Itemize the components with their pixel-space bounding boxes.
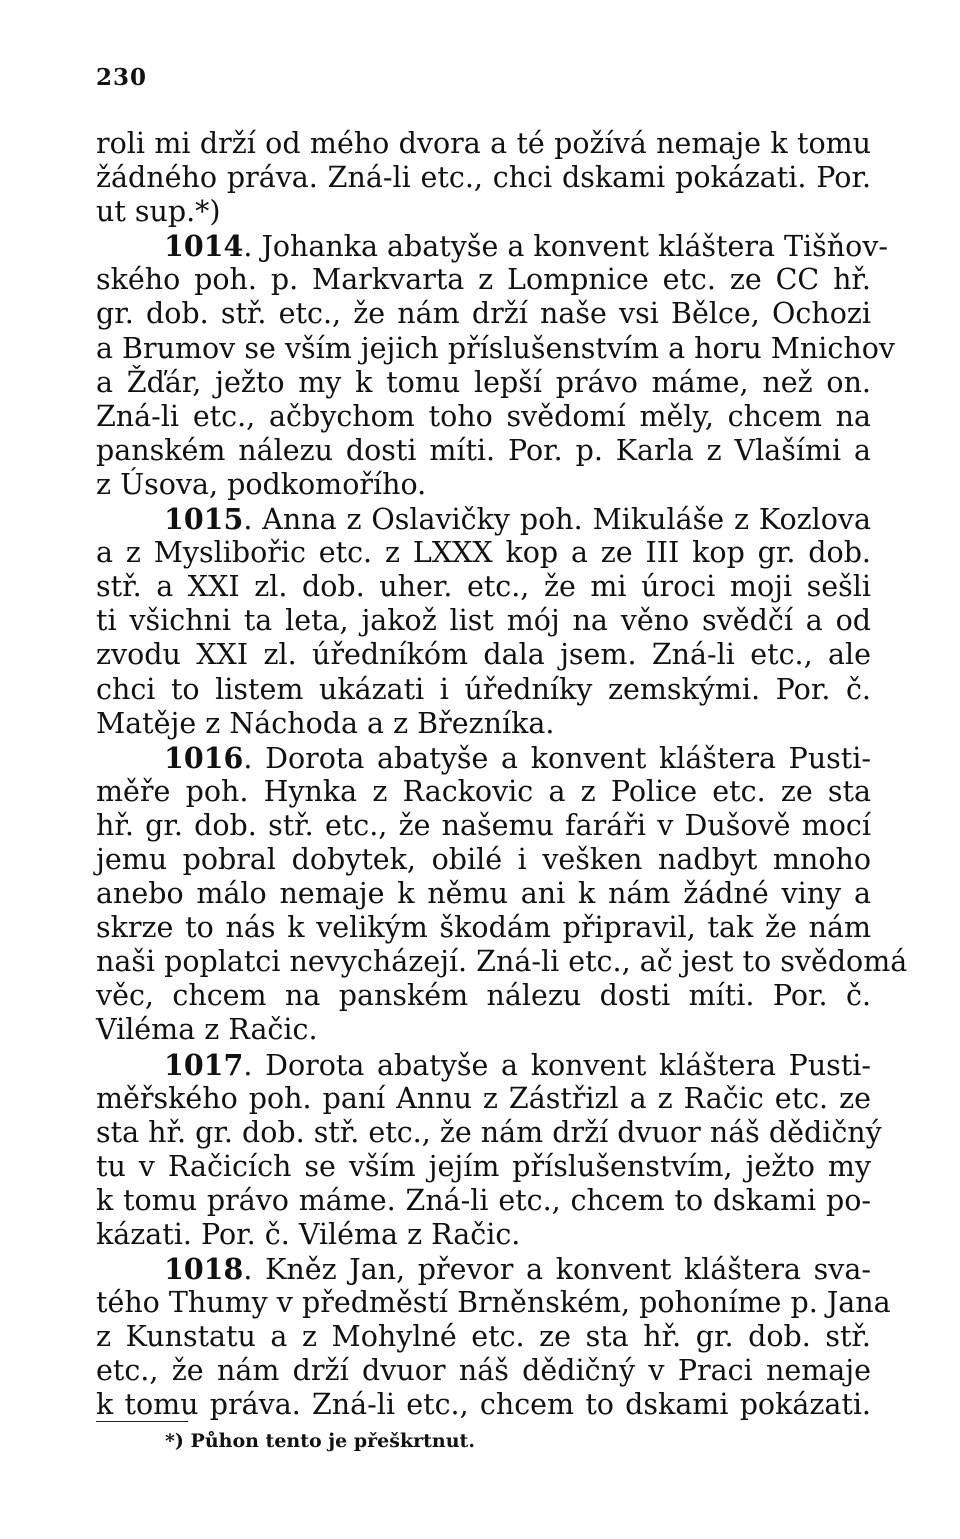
line-text: jemu pobral dobytek, obilé i vešken nadbyt mnoho: [96, 842, 871, 876]
text-line: [96, 877, 871, 911]
entry-number: 1016: [164, 740, 244, 775]
line-text: a Žďár, ježto my k tomu lepší právo máme, než on.: [96, 365, 871, 399]
text-line: [96, 297, 871, 331]
body-text: [96, 127, 908, 1423]
text-line: [96, 1252, 871, 1286]
line-text: roli mi drží od mého dvora a té požívá nemaje k tomu: [96, 127, 871, 160]
text-line: [96, 229, 889, 264]
line-text: měře poh. Hynka z Rackovic a z Police etc. ze sta: [96, 774, 871, 808]
line-text: . Johanka abatyše a konvent kláštera Tišňov-: [243, 230, 889, 264]
text-line: [96, 468, 871, 502]
text-line: [96, 843, 871, 877]
line-text: ti všichni ta leta, jakož list mój na věno svědčí a od: [96, 604, 871, 638]
page-number: 230: [96, 64, 148, 91]
line-text: stř. a XXI zl. dob. uher. etc., že mi úroci moji sešli: [96, 570, 871, 604]
line-text: z Kunstatu a z Mohylné etc. ze sta hř. gr. dob. stř.: [96, 1320, 871, 1354]
line-text: chci to listem ukázati i úředníky zemskými. Por. č.: [96, 672, 871, 706]
line-text: anebo málo nemaje k němu ani k nám žádné viny a: [96, 877, 871, 911]
line-text: zvodu XXI zl. úředníkóm dala jsem. Zná-li etc., ale: [96, 638, 871, 672]
text-line: [96, 1286, 891, 1320]
line-text: k tomu právo máme. Zná-li etc., chcem to dskami po-: [96, 1183, 871, 1217]
text-line: [96, 979, 871, 1013]
line-text: k tomu práva. Zná-li etc., chcem to dskami pokázati.: [96, 1388, 871, 1422]
text-line: [96, 1184, 871, 1218]
text-line: [96, 127, 871, 161]
line-text: . Dorota abatyše a konvent kláštera Pusti-: [243, 1048, 871, 1082]
line-text: kázati. Por. č. Viléma z Račic.: [96, 1218, 521, 1251]
line-text: . Anna z Oslavičky poh. Mikuláše z Kozlova: [243, 503, 871, 537]
text-line: [96, 1150, 871, 1184]
line-text: tého Thumy v předměstí Brněnském, pohoníme p. Jana: [96, 1286, 891, 1320]
line-text: a Brumov se vším jejich příslušenstvím a horu Mnichov: [96, 331, 895, 365]
text-line: [96, 195, 871, 229]
line-text: Matěje z Náchoda a z Březníka.: [96, 706, 555, 740]
entry-number: 1015: [164, 502, 244, 537]
text-line: [96, 945, 908, 979]
text-line: [96, 536, 871, 570]
text-line: [96, 809, 871, 843]
text-line: [96, 604, 871, 638]
text-line: [96, 1048, 871, 1082]
footnote: *) Půhon tento je přeškrtnut.: [165, 1430, 475, 1452]
line-text: Zná-li etc., ačbychom toho svědomí měly, chcem na: [96, 399, 871, 433]
line-text: žádného práva. Zná-li etc., chci dskami pokázati. Por.: [96, 161, 871, 195]
line-text: měřského poh. paní Annu z Zástřizl a z Račic etc. ze: [96, 1081, 871, 1115]
line-text: panském nálezu dosti míti. Por. p. Karla z Vlašími a: [96, 433, 871, 467]
line-text: naši poplatci nevycházejí. Zná-li etc., ač jest to svědomá: [96, 945, 908, 979]
text-line: [96, 263, 871, 297]
line-text: z Úsova, podkomořího.: [96, 467, 427, 501]
footnote-rule: [96, 1421, 188, 1422]
entry-number: 1018: [164, 1252, 244, 1287]
text-line: [96, 775, 871, 809]
line-text: skrze to nás k velikým škodám připravil, tak že nám: [96, 911, 871, 945]
text-line: [96, 1013, 871, 1047]
text-line: [96, 911, 871, 945]
text-line: [96, 331, 895, 366]
line-text: gr. dob. stř. etc., že nám drží naše vsi Bělce, Ochozi: [96, 297, 871, 331]
text-line: [96, 1354, 871, 1388]
line-text: . Kněz Jan, převor a konvent kláštera sva-: [243, 1253, 871, 1287]
text-line: [96, 570, 871, 604]
text-line: [96, 741, 871, 775]
text-line: [96, 400, 871, 434]
text-line: [96, 1218, 871, 1252]
text-line: [96, 502, 871, 536]
line-text: ského poh. p. Markvarta z Lompnice etc. ze CC hř.: [96, 263, 871, 297]
line-text: etc., že nám drží dvuor náš dědičný v Praci nemaje: [96, 1354, 871, 1388]
text-line: [96, 638, 871, 672]
text-line: [96, 1082, 871, 1116]
line-text: sta hř. gr. dob. stř. etc., že nám drží dvuor náš dědičný: [96, 1115, 882, 1149]
line-text: a z Myslibořic etc. z LXXX kop a ze III kop gr. dob.: [96, 536, 871, 570]
line-text: tu v Račicích se vším jejím příslušenstvím, ježto my: [96, 1149, 871, 1183]
entry-number: 1017: [164, 1047, 244, 1082]
text-line: [96, 673, 871, 707]
text-line: [96, 434, 871, 468]
line-text: hř. gr. dob. stř. etc., že našemu faráři v Dušově mocí: [96, 808, 871, 842]
line-text: Viléma z Račic.: [96, 1013, 318, 1047]
text-line: [96, 161, 871, 195]
line-text: . Dorota abatyše a konvent kláštera Pusti-: [243, 741, 871, 775]
entry-number: 1014: [164, 229, 244, 264]
line-text: věc, chcem na panském nálezu dosti míti. Por. č.: [96, 979, 871, 1013]
text-line: [96, 707, 871, 741]
line-text: ut sup.*): [96, 195, 221, 229]
text-line: [96, 1320, 871, 1354]
text-line: [96, 1388, 871, 1422]
text-line: [96, 366, 871, 400]
text-line: [96, 1115, 882, 1150]
